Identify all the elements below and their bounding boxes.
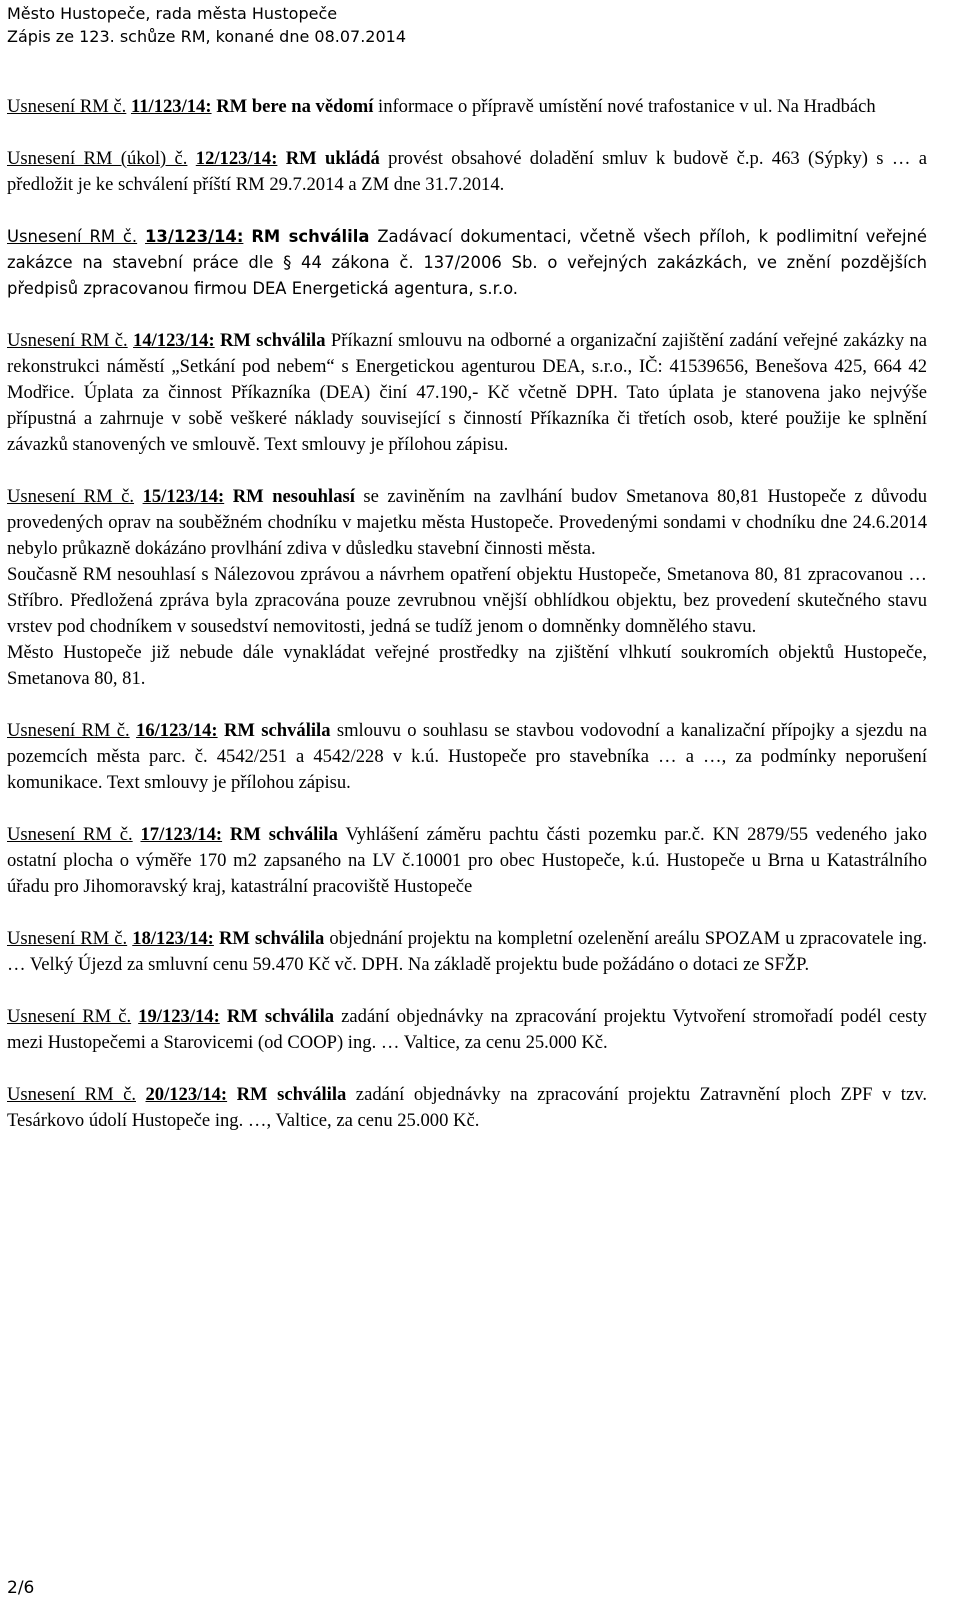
resolution-11	[7, 94, 927, 120]
resolution-label: Usnesení RM č.	[7, 96, 127, 117]
resolution-label: Usnesení RM č.	[7, 824, 133, 845]
resolution-label: Usnesení RM č.	[7, 720, 130, 741]
resolution-label: Usnesení RM (úkol) č.	[7, 148, 188, 169]
resolution-number: 19/123/14:	[138, 1006, 220, 1027]
resolution-text: objednání projektu na kompletní ozelenění areálu SPOZAM u zpracovatele ing. … Velký Újezd za smluvní cenu 59.470 Kč vč. DPH. Na základě projektu bude požádáno o dotaci ze SFŽP.	[7, 928, 927, 975]
resolution-number: 14/123/14:	[133, 330, 215, 351]
resolution-text: Zadávací dokumentaci, včetně všech příloh, k podlimitní veřejné zakázce na stavební práce dle § 44 zákona č. 137/2006 Sb. o veřejných zakázkách, ve znění pozdějších předpisů zpracovanou firmou DEA Energetická agentura, s.r.o.	[7, 227, 927, 298]
resolution-verb: RM schválila	[223, 720, 331, 741]
resolution-text: Vyhlášení záměru pachtu části pozemku par.č. KN 2879/55 vedeného jako ostatní plocha o výměře 170 m2 zapsaného na LV č.10001 pro obec Hustopeče, k.ú. Hustopeče u Brna u Katastrálního úřadu pro Jihomoravský kraj, katastrální pracoviště Hustopeče	[7, 824, 927, 897]
resolution-number: 13/123/14:	[145, 227, 244, 246]
resolution-text: smlouvu o souhlasu se stavbou vodovodní a kanalizační přípojky a sjezdu na pozemcích města parc. č. 4542/251 a 4542/228 v k.ú. Hustopeče pro stavebníka … a …, za podmínky neporušení komunikace. Text smlouvy je přílohou zápisu.	[7, 720, 927, 793]
resolution-number: 16/123/14:	[136, 720, 218, 741]
resolution-label: Usnesení RM č.	[7, 330, 128, 351]
page-number: 2/6	[7, 1578, 35, 1598]
resolution-verb: RM nesouhlasí	[232, 486, 355, 507]
resolution-15-paragraph: Současně RM nesouhlasí s Nálezovou zprávou a návrhem opatření objektu Hustopeče, Smetanova 80, 81 zpracovanou … Stříbro. Předložená zpráva byla zpracována pouze zevrubnou vnější obhlídkou objektu, bez provedení skutečného stavu vrstev pod chodníkem v sousedství nemovitosti, jedná se tudíž jenom o domněnky domnělého stavu.	[7, 564, 927, 637]
document-header	[7, 2, 406, 48]
document-body	[7, 94, 927, 1134]
resolution-20	[7, 1082, 927, 1134]
resolution-text: Příkazní smlouvu na odborné a organizační zajištění zadání veřejné zakázky na rekonstrukci náměstí „Setkání pod nebem“ s Energetickou agenturou DEA, s.r.o., IČ: 41539656, Benešova 425, 664 42 Modřice. Úplata za činnost Příkazníka (DEA) činí 47.190,- Kč včetně DPH. Tato úplata je stanovena jako nejvýše přípustná a zahrnuje v sobě veškeré náklady související s činností Příkazníka či třetích osob, které použije ke splnění závazků stanovených ve smlouvě. Text smlouvy je přílohou zápisu.	[7, 330, 927, 455]
resolution-number: 18/123/14:	[132, 928, 214, 949]
resolution-number: 12/123/14:	[195, 148, 278, 169]
resolution-14	[7, 328, 927, 458]
resolution-label: Usnesení RM č.	[7, 486, 135, 507]
resolution-verb: RM schválila	[236, 1084, 347, 1105]
resolution-text: se zaviněním na zavlhání budov Smetanova 80,81 Hustopeče z důvodu provedených oprav na souběžném chodníku v majetku města Hustopeče. Provedenými sondami v chodníku dne 24.6.2014 nebylo průkazně dokázáno provlhání zdiva v důsledku stavební činnosti města.	[7, 486, 927, 559]
resolution-label: Usnesení RM č.	[7, 227, 138, 246]
resolution-label: Usnesení RM č.	[7, 1084, 136, 1105]
resolution-15-paragraph: Město Hustopeče již nebude dále vynakládat veřejné prostředky na zjištění vlhkutí soukromích objektů Hustopeče, Smetanova 80, 81.	[7, 642, 927, 689]
resolution-verb: RM ukládá	[285, 148, 380, 169]
resolution-verb: RM schválila	[229, 824, 338, 845]
resolution-verb: RM schválila	[218, 928, 325, 949]
resolution-15	[7, 484, 927, 562]
resolution-label: Usnesení RM č.	[7, 928, 128, 949]
resolution-number: 11/123/14:	[130, 96, 212, 117]
resolution-verb: RM bere na vědomí	[216, 96, 374, 117]
resolution-text: zadání objednávky na zpracování projektu Zatravnění ploch ZPF v tzv. Tesárkovo údolí Hustopeče ing. …, Valtice, za cenu 25.000 Kč.	[7, 1084, 927, 1131]
resolution-12	[7, 146, 927, 198]
resolution-number: 15/123/14:	[142, 486, 225, 507]
resolution-label: Usnesení RM č.	[7, 1006, 132, 1027]
resolution-text: provést obsahové doladění smluv k budově č.p. 463 (Sýpky) s … a předložit je ke schválení příští RM 29.7.2014 a ZM dne 31.7.2014.	[7, 148, 927, 195]
resolution-13	[7, 224, 927, 302]
resolution-text: zadání objednávky na zpracování projektu Vytvoření stromořadí podél cesty mezi Hustopečemi a Starovicemi (od COOP) ing. … Valtice, za cenu 25.000 Kč.	[7, 1006, 927, 1053]
header-municipality: Město Hustopeče, rada města Hustopeče	[7, 4, 338, 23]
resolution-text: informace o přípravě umístění nové trafostanice v ul. Na Hradbách	[373, 96, 876, 117]
resolution-verb: RM schválila	[251, 227, 370, 246]
header-meeting: Zápis ze 123. schůze RM, konané dne 08.07.2014	[7, 27, 406, 46]
resolution-16	[7, 718, 927, 796]
resolution-17	[7, 822, 927, 900]
resolution-number: 20/123/14:	[145, 1084, 228, 1105]
resolution-19	[7, 1004, 927, 1056]
resolution-verb: RM schválila	[219, 330, 326, 351]
resolution-number: 17/123/14:	[140, 824, 223, 845]
resolution-18	[7, 926, 927, 978]
resolution-verb: RM schválila	[226, 1006, 335, 1027]
